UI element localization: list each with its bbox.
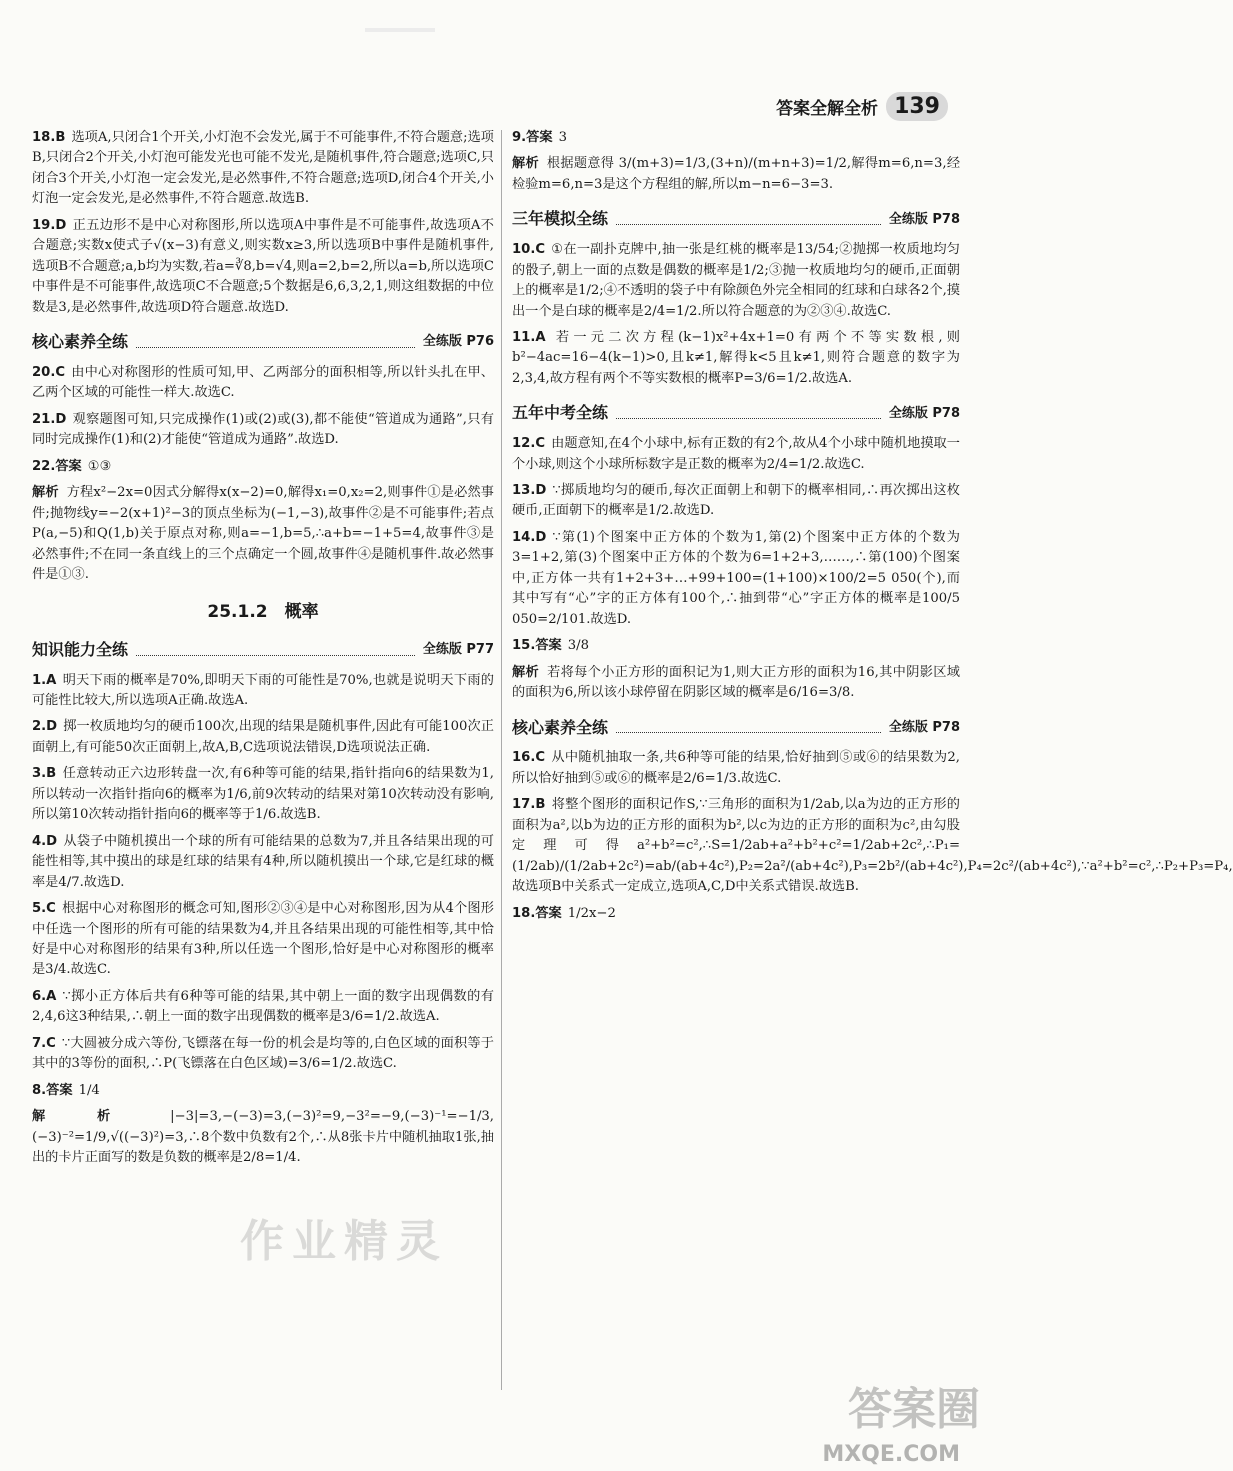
item-number: 10.C — [512, 242, 546, 258]
scan-artifact — [365, 28, 435, 32]
section-ref: 全练版 P78 — [888, 211, 960, 227]
item-text: 3 — [558, 130, 567, 145]
item-text: ①在一副扑克牌中,抽一张是红桃的概率是13/54;②抛掷一枚质地均匀的骰子,朝上一面的点数是偶数的概率是1/2;③抛一枚质地均匀的硬币,正面朝上的概率是1/2;④不透明的袋子中有除颜色外完全相同的红球和白球各2个,摸出一个是白球的概率是2/4=1/2.所以符合题意的为②③④.故选C. — [512, 242, 960, 319]
dotted-rule — [616, 408, 881, 419]
section-title: 三年模拟全练 — [512, 209, 609, 229]
item-text: 正五边形不是中心对称图形,所以选项A中事件是不可能事件,故选项A不合题意;实数x使式子√(x−3)有意义,则实数x≥3,所以选项B中事件是随机事件,选项B不合题意;a,b均为实数,若a=∛8,b=√4,则a=2,b=2,所以a=b,所以选项C中事件是不可能事件,故选项C不合题意;5个数据是6,6,3,2,1,则这组数据的中位数是3,是必然事件,故选项D符合题意.故选D. — [32, 217, 494, 315]
section-ref: 全练版 P76 — [422, 334, 494, 350]
answer-item — [32, 832, 494, 893]
answer-item — [512, 795, 1233, 897]
dotted-rule — [616, 722, 881, 733]
item-number: 12.C — [512, 436, 546, 452]
left-column — [32, 128, 494, 1175]
answer-item — [32, 671, 494, 712]
right-column — [512, 128, 1233, 930]
item-number: 13.D — [512, 483, 547, 499]
section-heading — [32, 638, 494, 663]
item-text: 明天下雨的概率是70%,即明天下雨的可能性是70%,也就是说明天下雨的可能性比较大,所以选项A正确.故选A. — [32, 672, 494, 708]
item-number: 6.A — [32, 988, 57, 1004]
item-number: 20.C — [32, 364, 66, 380]
item-number: 8.答案 — [32, 1082, 73, 1098]
item-text: 1/2x−2 — [567, 905, 616, 921]
answer-item — [32, 1081, 494, 1101]
page-header — [776, 92, 948, 121]
answer-item — [512, 240, 960, 322]
item-text: 任意转动正六边形转盘一次,有6种等可能的结果,指针指向6的结果数为1,所以转动一次指针指向6的概率为1/6,前9次转动的结果对第10次转动没有影响,所以第10次转动指针指向6的概率等于1/6.故选B. — [32, 766, 494, 823]
answer-item — [512, 434, 960, 475]
answer-item — [32, 410, 494, 451]
dotted-rule — [616, 214, 881, 225]
item-number: 解析 — [512, 664, 540, 680]
section-heading — [512, 401, 960, 426]
answer-item — [512, 328, 960, 389]
page-number: 139 — [886, 92, 948, 121]
item-number: 4.D — [32, 833, 58, 849]
answer-item — [32, 457, 494, 477]
item-text: 从袋子中随机摸出一个球的所有可能结果的总数为7,并且各结果出现的可能性相等,其中摸出的球是红球的结果有4种,所以随机摸出一个球,它是红球的概率是4/7.故选D. — [32, 833, 494, 890]
section-title: 核心素养全练 — [32, 332, 129, 352]
item-number: 17.B — [512, 797, 546, 813]
item-number: 18.答案 — [512, 905, 562, 921]
answer-item — [512, 528, 960, 630]
item-number: 19.D — [32, 217, 67, 233]
item-text: |−3|=3,−(−3)=3,(−3)²=9,−3²=−9,(−3)⁻¹=−1/3,(−3)⁻²=1/9,√((−3)²)=3,∴8个数中负数有2个,∴从8张卡片中随机抽取1张,抽出的卡片正面写的数是负数的概率是2/8=1/4. — [32, 1109, 494, 1166]
item-text: 选项A,只闭合1个开关,小灯泡不会发光,属于不可能事件,不符合题意;选项B,只闭合2个开关,小灯泡可能发光也可能不发光,是随机事件,符合题意;选项C,只闭合3个开关,小灯泡一定会发光,是必然事件,不符合题意;选项D,闭合4个开关,小灯泡一定会发光,是必然事件,不符合题意.故选B. — [32, 130, 494, 207]
column-divider — [501, 130, 502, 1390]
item-number: 9.答案 — [512, 130, 553, 145]
answer-item — [512, 128, 960, 148]
section-ref: 全练版 P78 — [888, 405, 960, 421]
item-text: 由题意知,在4个小球中,标有正数的有2个,故从4个小球中随机地摸取一个小球,则这个小球所标数字是正数的概率为2/4=1/2.故选C. — [512, 436, 960, 472]
answer-item — [512, 663, 960, 704]
section-heading — [512, 207, 960, 232]
item-number: 解析 — [512, 156, 539, 172]
section-ref: 全练版 P78 — [888, 719, 960, 735]
item-text: ∵大圆被分成六等份,飞镖落在每一份的机会是均等的,白色区域的面积等于其中的3等份的面积,∴P(飞镖落在白色区域)=3/6=1/2.故选C. — [32, 1035, 494, 1072]
answer-item — [32, 1034, 494, 1075]
item-text: 根据题意得 3/(m+3)=1/3,(3+n)/(m+n+3)=1/2,解得m=6,n=3,经检验m=6,n=3是这个方程组的解,所以m−n=6−3=3. — [512, 156, 960, 192]
watermark-url: MXQE.COM — [822, 1442, 960, 1467]
item-number: 2.D — [32, 719, 58, 735]
item-number: 5.C — [32, 901, 56, 917]
item-number: 3.B — [32, 766, 57, 782]
item-text: 从中随机抽取一条,共6种等可能的结果,恰好抽到⑤或⑥的结果数为2,所以恰好抽到⑤或⑥的概率是2/6=1/3.故选C. — [512, 750, 960, 786]
section-heading — [512, 716, 960, 741]
item-number: 解析 — [32, 485, 59, 501]
answer-item — [32, 216, 494, 318]
header-title: 答案全解全析 — [776, 99, 879, 119]
section-title: 知识能力全练 — [32, 639, 129, 659]
answer-item — [32, 363, 494, 404]
item-text: 掷一枚质地均匀的硬币100次,出现的结果是随机事件,因此有可能100次正面朝上,有可能50次正面朝上,故A,B,C选项说法错误,D选项说法正确. — [32, 719, 494, 755]
answer-item — [32, 1107, 494, 1168]
answer-item — [512, 481, 960, 522]
answer-item — [512, 636, 960, 656]
item-text: 由中心对称图形的性质可知,甲、乙两部分的面积相等,所以针头扎在甲、乙两个区域的可能性一样大.故选C. — [32, 364, 494, 401]
answer-item — [32, 717, 494, 758]
item-number: 7.C — [32, 1035, 56, 1051]
item-number: 11.A — [512, 329, 546, 345]
answer-item — [32, 483, 494, 585]
dotted-rule — [136, 645, 415, 656]
item-text: 若将每个小正方形的面积记为1,则大正方形的面积为16,其中阴影区域的面积为6,所以该小球停留在阴影区域的概率是6/16=3/8. — [512, 664, 960, 701]
section-heading — [32, 330, 494, 355]
dotted-rule — [136, 337, 415, 348]
answer-item — [32, 987, 494, 1028]
item-number: 1.A — [32, 672, 57, 688]
answer-item — [512, 748, 960, 789]
item-number: 22.答案 — [32, 458, 82, 474]
item-number: 21.D — [32, 411, 67, 427]
watermark-text: 作业精灵 — [240, 1216, 448, 1267]
section-title: 五年中考全练 — [512, 403, 609, 423]
item-text: ∵第(1)个图案中正方体的个数为1,第(2)个图案中正方体的个数为3=1+2,第(3)个图案中正方体的个数为6=1+2+3,……,∴第(100)个图案中,正方体一共有1+2+3+…+99+100=(1+100)×100/2=5 050(个),而其中写有“心”字的正方体有100个,∴抽到带“心”字正方体的概率是100/5 050=2/101.故选D. — [512, 529, 960, 627]
item-text: ∵掷小正方体后共有6种等可能的结果,其中朝上一面的数字出现偶数的有2,4,6这3种结果,∴朝上一面的数字出现偶数的概率是3/6=1/2.故选A. — [32, 988, 494, 1025]
item-number: 解析 — [32, 1109, 163, 1125]
answer-item — [32, 764, 494, 825]
answer-item — [512, 904, 960, 924]
item-text: 若一元二次方程(k−1)x²+4x+1=0有两个不等实数根,则b²−4ac=16−4(k−1)>0,且k≠1,解得k<5且k≠1,则符合题意的数字为2,3,4,故方程有两个不等实数根的概率P=3/6=1/2.故选A. — [512, 329, 960, 386]
section-ref: 全练版 P77 — [422, 642, 494, 658]
answer-item — [32, 899, 494, 981]
item-text: ∵掷质地均匀的硬币,每次正面朝上和朝下的概率相同,∴再次掷出这枚硬币,正面朝下的概率是1/2.故选D. — [512, 483, 960, 519]
item-number: 14.D — [512, 529, 547, 545]
item-text: 根据中心对称图形的概念可知,图形②③④是中心对称图形,因为从4个图形中任选一个图形的所有可能的结果数为4,并且各结果出现的可能性相等,其中恰好是中心对称图形的结果有3种,所以任选一个图形,恰好是中心对称图形的概率是3/4.故选C. — [32, 901, 494, 978]
item-text: ①③ — [87, 458, 112, 474]
item-number: 18.B — [32, 130, 66, 145]
answer-item — [32, 128, 494, 210]
watermark-logo: 答案圈 — [848, 1384, 980, 1435]
item-text: 方程x²−2x=0因式分解得x(x−2)=0,解得x₁=0,x₂=2,则事件①是必然事件;抛物线y=−2(x+1)²−3的顶点坐标为(−1,−3),故事件②是不可能事件;若点P(a,−5)和Q(1,b)关于原点对称,则a=−1,b=5,∴a+b=−1+5=4,故事件③是必然事件;不在同一条直线上的三个点确定一个圆,故事件④是随机事件.故必然事件是①③. — [32, 485, 494, 582]
item-text: 3/8 — [567, 638, 589, 654]
subsection-title: 25.1.2 概率 — [207, 602, 319, 623]
item-text: 将整个图形的面积记作S,∵三角形的面积为1/2ab,以a为边的正方形的面积为a²,以b为边的正方形的面积为b²,以c为边的正方形的面积为c²,由勾股定理可得a²+b²=c²,∴S=1/2ab+a²+b²+c²=1/2ab+2c²,∴P₁=(1/2ab)/(1/2ab+2c²)=ab/(ab+4c²),P₂=2a²/(ab+4c²),P₃=2b²/(ab+4c²),P₄=2c²/(ab+4c²),∵a²+b²=c²,∴P₂+P₃=P₄,故选项B中关系式一定成立,选项A,C,D中关系式错误.故选B. — [512, 797, 1233, 895]
item-number: 16.C — [512, 750, 546, 766]
item-text: 观察题图可知,只完成操作(1)或(2)或(3),都不能使“管道成为通路”,只有同时完成操作(1)和(2)才能使“管道成为通路”.故选D. — [32, 411, 494, 448]
section-title: 核心素养全练 — [512, 717, 609, 737]
answer-item — [512, 154, 960, 195]
item-number: 15.答案 — [512, 638, 562, 654]
item-text: 1/4 — [78, 1082, 100, 1098]
